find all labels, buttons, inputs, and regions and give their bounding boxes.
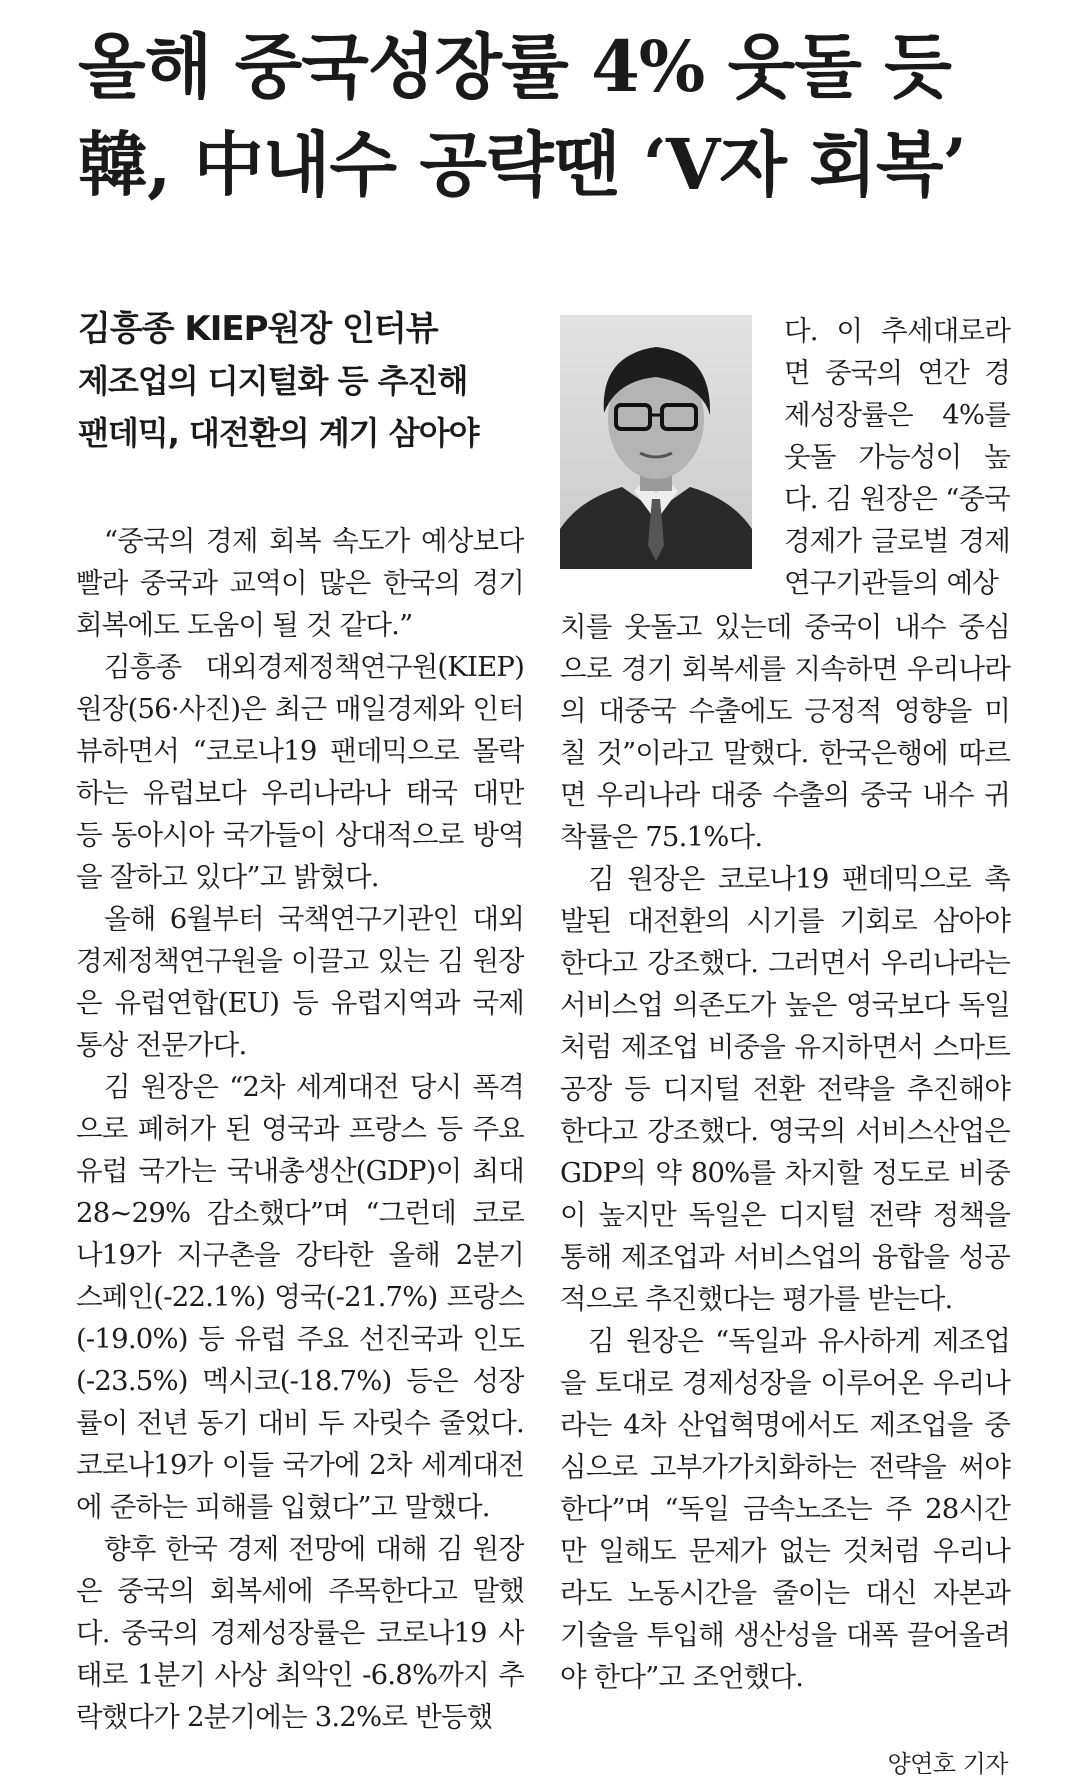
paragraph-background: 올해 6월부터 국책연구기관인 대외경제정책연구원을 이끌고 있는 김 원장은 유럽연합(EU) 등 유럽지역과 국제통상 전문가다.: [76, 903, 524, 1061]
article-column-right: [560, 606, 1010, 1698]
headline-line-1: 올해 중국성장률 4% 웃돌 듯: [78, 25, 951, 108]
paragraph-manufacturing: 김 원장은 “독일과 유사하게 제조업을 토대로 경제성장을 이루어온 우리나라는 4차 산업혁명에서도 제조업을 중심으로 고부가가치화하는 전략을 써야 한다”며 “독일 금속노조는 주 28시간만 일해도 문제가 없는 것처럼 우리나라도 노동시간을 줄이는 대신 자본과 기술을 투입해 생산성을 대폭 끌어올려야 한다”고 조언했다.: [560, 1325, 1010, 1693]
article-column-right-top: [784, 310, 1010, 604]
paragraph-china-demand: 치를 웃돌고 있는데 중국이 내수 중심으로 경기 회복세를 지속하면 우리나라의 대중국 수출에도 긍정적 영향을 미칠 것”이라고 말했다. 한국은행에 따르면 우리나라 대중 수출의 중국 내수 귀착률은 75.1%다.: [560, 611, 1010, 853]
byline: 양연호 기자: [887, 1750, 1008, 1778]
article-column-left: [76, 520, 524, 1786]
subheading-interview: 김흥종 KIEP원장 인터뷰: [78, 309, 438, 349]
headline: [78, 18, 1038, 214]
paragraph-quote: “중국의 경제 회복 속도가 예상보다 빨라 중국과 교역이 많은 한국의 경기 회복에도 도움이 될 것 같다.”: [76, 525, 524, 641]
paragraph-europe: 김 원장은 “2차 세계대전 당시 폭격으로 폐허가 된 영국과 프랑스 등 주요 유럽 국가는 국내총생산(GDP)이 최대 28~29% 감소했다”며 “그런데 코로나19가 지구촌을 강타한 올해 2분기 스페인(-22.1%) 영국(-21.7%) 프랑스(-19.0%) 등 유럽 주요 선진국과 인도(-23.5%) 멕시코(-18.7%) 등은 성장률이 전년 동기 대비 두 자릿수 줄었다. 코로나19가 이들 국가에 2차 세계대전에 준하는 피해를 입혔다”고 말했다.: [76, 1071, 524, 1523]
portrait-photo: [560, 315, 752, 569]
subheading-digitalization: 제조업의 디지털화 등 추진해: [78, 362, 468, 400]
paragraph-continued: 다. 이 추세대로라면 중국의 연간 경제성장률은 4%를 웃돌 가능성이 높다. 김 원장은 “중국 경제가 글로벌 경제 연구기관들의 예상: [784, 315, 1010, 599]
paragraph-intro: 김흥종 대외경제정책연구원(KIEP) 원장(56·사진)은 최근 매일경제와 인터뷰하면서 “코로나19 팬데믹으로 몰락하는 유럽보다 우리나라나 태국 대만 등 동아시아 국가들이 상대적으로 방역을 잘하고 있다”고 밝혔다.: [76, 651, 524, 893]
paragraph-transition: 김 원장은 코로나19 팬데믹으로 촉발된 대전환의 시기를 기회로 삼아야 한다고 강조했다. 그러면서 우리나라는 서비스업 의존도가 높은 영국보다 독일처럼 제조업 비중을 유지하면서 스마트공장 등 디지털 전환 전략을 추진해야 한다고 강조했다. 영국의 서비스산업은 GDP의 약 80%를 차지할 정도로 비중이 높지만 독일은 디지털 전략 정책을 통해 제조업과 서비스업의 융합을 성공적으로 추진했다는 평가를 받는다.: [560, 863, 1010, 1315]
paragraph-outlook: 향후 한국 경제 전망에 대해 김 원장은 중국의 회복세에 주목한다고 말했다. 중국의 경제성장률은 코로나19 사태로 1분기 사상 최악인 -6.8%까지 추락했다가 2분기에는 3.2%로 반등했: [76, 1533, 524, 1733]
subheading-pandemic: 팬데믹, 대전환의 계기 삼아야: [78, 414, 479, 452]
subheadings: [78, 303, 538, 459]
headline-line-2: 韓, 中내수 공략땐 ‘V자 회복’: [78, 123, 966, 206]
portrait-figure-icon: [560, 315, 752, 569]
